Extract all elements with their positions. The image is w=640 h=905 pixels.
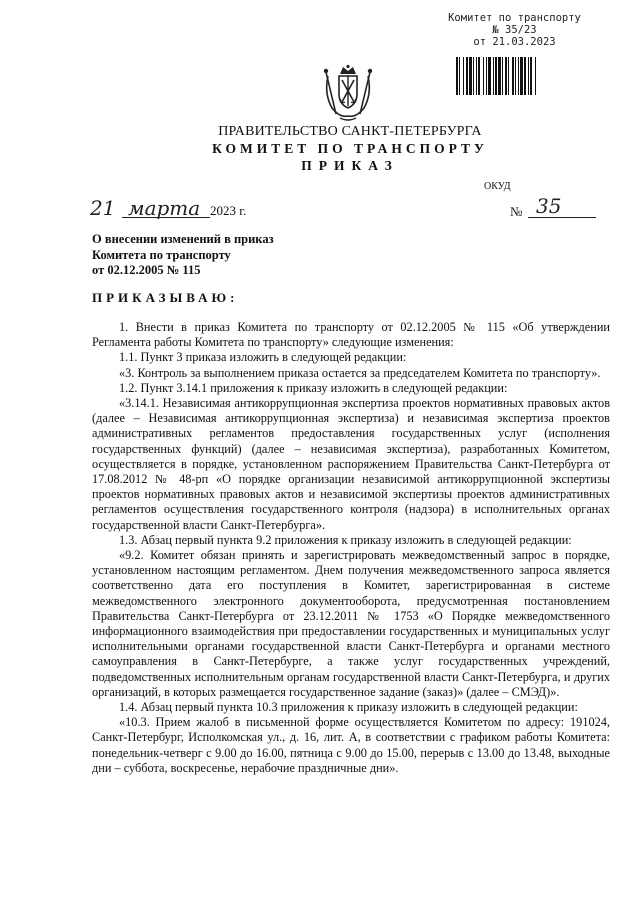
orders-heading: ПРИКАЗЫВАЮ: — [92, 290, 239, 305]
paragraph: 1.4. Абзац первый пункта 10.3 приложения к приказу изложить в следующей редакции: — [119, 700, 578, 715]
coat-of-arms-icon — [318, 64, 378, 124]
document-subject — [92, 232, 274, 279]
stamp-date: от 21.03.2023 — [473, 36, 556, 48]
subject-line: Комитета по транспорту — [92, 247, 231, 262]
registration-stamp — [447, 12, 582, 48]
document-type: ПРИКАЗ — [301, 158, 399, 173]
date-month: марта — [128, 196, 201, 220]
number-value: 35 — [536, 194, 562, 218]
stamp-number: № 35/23 — [492, 24, 537, 36]
paragraph: 1.2. Пункт 3.14.1 приложения к приказу изложить в следующей редакции: — [119, 380, 508, 395]
paragraph: «3. Контроль за выполнением приказа остается за председателем Комитета по транспорту». — [119, 365, 601, 380]
committee-title: КОМИТЕТ ПО ТРАНСПОРТУ — [212, 141, 488, 156]
subject-line: О внесении изменений в приказ — [92, 232, 274, 246]
subject-line: от 02.12.2005 № 115 — [92, 263, 201, 277]
paragraph: «10.3. Прием жалоб в письменной форме осуществляется Комитетом по адресу: 191024, Санкт-Петербург, Исполкомская ул., д. 16, лит. А, в соответствии с графиком работы Комитета: понедельник-четверг с 9.00 до 16.00, пятница с 9.00 до 15.00, перерыв с 13.00 до 13.48, выходные дни – суббота, воскресенье, нерабочие праздничные дни». — [92, 715, 610, 775]
paragraph: 1. Внести в приказ Комитета по транспорту от 02.12.2005 № 115 «Об утверждении Регламента работы Комитета по транспорту» следующие изменения: — [92, 320, 610, 350]
stamp-org: Комитет по транспорту — [448, 12, 581, 24]
paragraph: 1.3. Абзац первый пункта 9.2 приложения к приказу изложить в следующей редакции: — [119, 532, 572, 547]
date-number-line — [90, 196, 610, 222]
document-body — [92, 320, 610, 776]
number-label: № — [510, 204, 523, 219]
paragraph: «9.2. Комитет обязан принять и зарегистрировать межведомственный запрос в порядке, установленном настоящим регламентом. Днем получения межведомственного запроса является соответственно дата его поступления в Комитет, зарегистрированная в системе межведомственного электронного документооборота, предусмотренная постановлением Правительства Санкт-Петербурга от 23.12.2011 № 1753 «О Порядке межведомственного информационного взаимодействия при предоставлении государственных и муниципальных услуг исполнительными органами государственной власти Санкт-Петербурга и органами местного самоуправления в Санкт-Петербурге, а также услуг государственных учреждений, подведомственных исполнительным органам государственной власти Санкт-Петербурга, и других организаций, в которых размещается государственное задание (заказ)» (далее – СМЭД)». — [92, 548, 610, 699]
document-header — [0, 124, 640, 174]
government-title: ПРАВИТЕЛЬСТВО САНКТ-ПЕТЕРБУРГА — [218, 124, 482, 139]
date-year: 2023 г. — [210, 203, 247, 218]
number-underline — [528, 217, 596, 218]
date-day: 21 — [90, 196, 116, 220]
paragraph: 1.1. Пункт 3 приказа изложить в следующей редакции: — [119, 350, 407, 365]
okud-label: ОКУД — [484, 181, 511, 192]
date-underline — [122, 217, 210, 218]
paragraph: «3.14.1. Независимая антикоррупционная экспертиза проектов нормативных правовых актов (далее – Независимая антикоррупционная экспертиза) и независимая экспертиза проектов административных регламентов предоставления государственных услуг (исполнения государственных функций) (далее – независимая экспертиза), разработанных Комитетом, осуществляется в порядке, установленном распоряжением Правительства Санкт-Петербурга от 17.08.2012 № 48-рп «О порядке организации независимой антикоррупционной экспертизы проектов нормативных правовых актов и независимой экспертизы проектов административных регламентов осуществления государственного контроля (надзора) в исполнительных органах государственной власти Санкт-Петербурга». — [92, 396, 610, 532]
barcode-bar — [536, 57, 537, 95]
barcode — [456, 57, 580, 95]
